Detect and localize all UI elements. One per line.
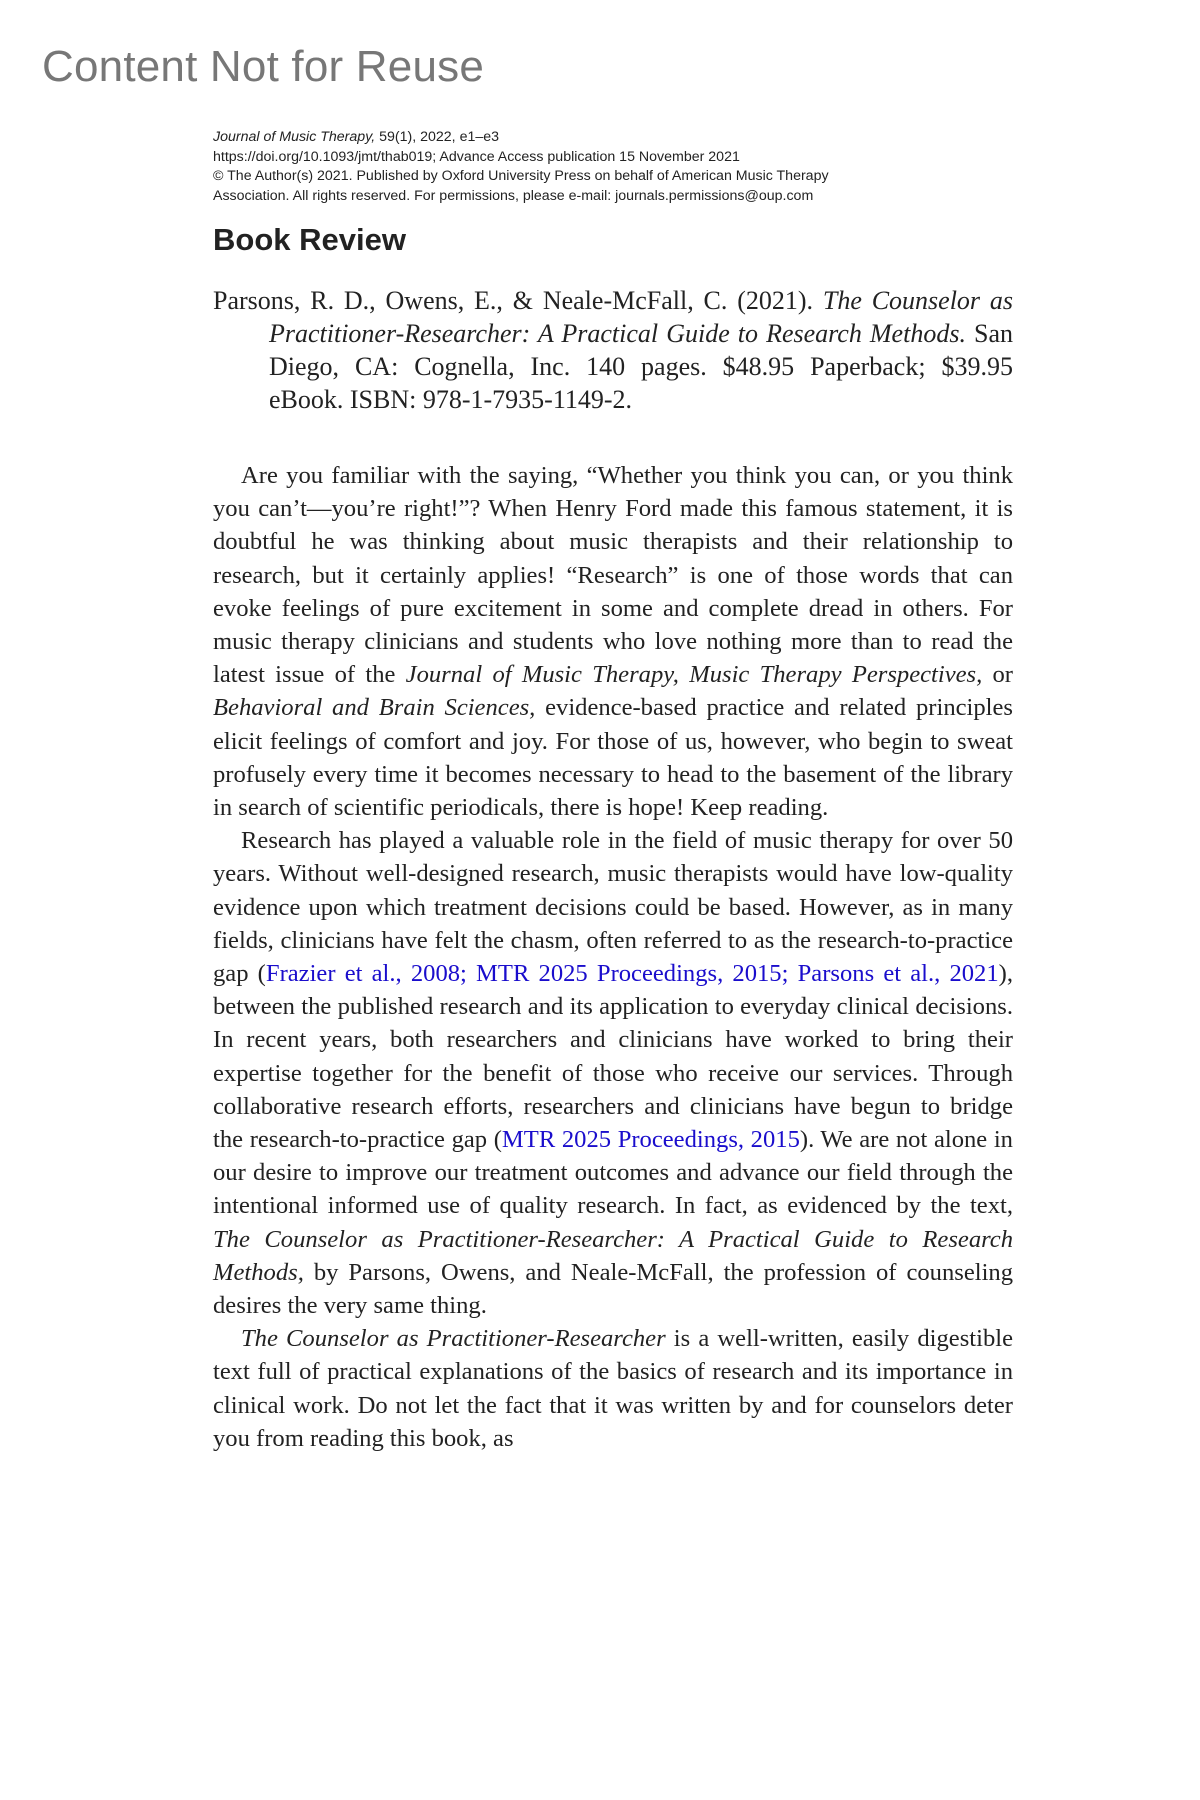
paragraph-2 bbox=[213, 824, 1013, 1322]
italic-text: Behavioral and Brain Sciences, bbox=[213, 694, 536, 722]
article-metadata bbox=[213, 128, 1013, 206]
review-body bbox=[213, 459, 1013, 1455]
book-citation bbox=[213, 284, 1013, 416]
citation-link[interactable]: Frazier et al., 2008; MTR 2025 Proceedings, 2015; Parsons et al., 2021 bbox=[265, 960, 999, 988]
text: Are you familiar with the saying, “Whether you think you can, or you think you can’t—you’re right!”? When Henry Ford made this famous statement, it is doubtful he was thinking about music therapists and their relationship to research, but it certainly applies! “Research” is one of those words that can evoke feelings of pure excitement in some and complete dread in others. For music therapy clinicians and students who love nothing more than to read the latest issue of the bbox=[213, 462, 1013, 689]
text: by Parsons, Owens, and Neale-McFall, the profession of counseling desires the very same thing. bbox=[213, 1258, 1013, 1320]
doi-line: https://doi.org/10.1093/jmt/thab019; Advance Access publication 15 November 2021 bbox=[213, 148, 740, 165]
paragraph-3 bbox=[213, 1322, 1013, 1455]
text: evidence-based practice and related principles elicit feelings of comfort and joy. For those of us, however, who begin to sweat profusely every time it becomes necessary to head to the basement of the library in search of scientific periodicals, there is hope! Keep reading. bbox=[213, 694, 1013, 822]
citation-link[interactable]: MTR 2025 Proceedings, 2015 bbox=[501, 1126, 800, 1154]
italic-text: The Counselor as Practitioner-Researcher: A Practical Guide to Research Methods, bbox=[213, 1225, 1013, 1286]
citation-publisher: San Diego, CA: Cognella, Inc. 140 pages. $48.95 Paperback; $39.95 eBook. ISBN: 978-1-7935-1149-2. bbox=[269, 319, 1014, 414]
article-page bbox=[213, 128, 1013, 1455]
text: is a well-written, easily digestible text full of practical explanations of the basics of research and its importance in clinical work. Do not let the fact that it was written by and for counselors deter you from reading this book, as bbox=[213, 1325, 1013, 1452]
text: ), between the published research and its application to everyday clinical decisions. In recent years, both researchers and clinicians have worked to bring their expertise together for the benefit of those who receive our services. Through collaborative research efforts, researchers and clinicians have begun to bridge the research-to-practice gap ( bbox=[213, 960, 1013, 1154]
article-type-heading: Book Review bbox=[213, 222, 406, 257]
text: or bbox=[982, 661, 1013, 689]
copyright-line: © The Author(s) 2021. Published by Oxford University Press on behalf of American Music Therapy bbox=[213, 168, 829, 184]
paragraph-1 bbox=[213, 459, 1013, 824]
citation-book-title: The Counselor as Practitioner-Researcher: A Practical Guide to Research Methods. bbox=[269, 286, 1013, 348]
citation-authors: Parsons, R. D., Owens, E., & Neale-McFall, C. (2021). bbox=[213, 286, 823, 315]
italic-text: The Counselor as Practitioner-Researcher bbox=[241, 1325, 666, 1353]
copyright-line-continued: Association. All rights reserved. For permissions, please e-mail: journals.permissions@oup.com bbox=[213, 187, 814, 204]
italic-text: Journal of Music Therapy, Music Therapy Perspectives, bbox=[405, 661, 983, 689]
journal-volume: 59(1), 2022, e1–e3 bbox=[375, 129, 500, 145]
journal-citation-line bbox=[213, 128, 1013, 148]
watermark: Content Not for Reuse bbox=[42, 42, 484, 91]
journal-name: Journal of Music Therapy, bbox=[213, 129, 376, 145]
text: ). We are not alone in our desire to improve our treatment outcomes and advance our field through the intentional informed use of quality research. In fact, as evidenced by the text, bbox=[213, 1126, 1013, 1220]
text: Research has played a valuable role in the field of music therapy for over 50 years. Without well-designed research, music therapists would have low-quality evidence upon which treatment decisions could be based. However, as in many fields, clinicians have felt the chasm, often referred to as the research-to-practice gap ( bbox=[213, 827, 1013, 988]
